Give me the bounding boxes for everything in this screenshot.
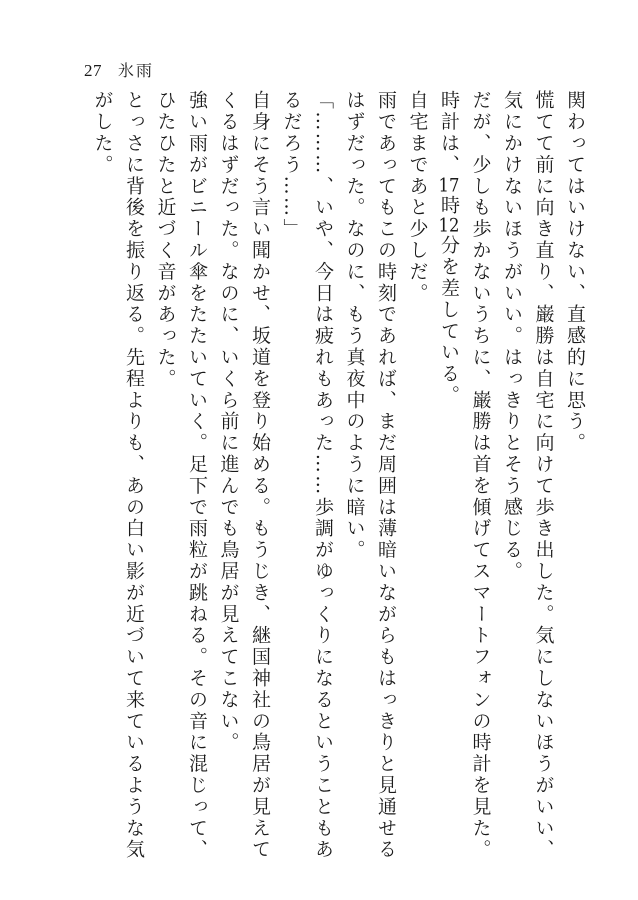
text-line-12: くるはずだった。なのに、いくら前に進んでも鳥居が見えてこない。 [217,90,240,754]
running-title: 氷雨 [118,61,155,80]
text-line-2: 慌てて前に向き直り、巌勝は自宅に向けて歩き出した。気にしないほうがいい、 [532,90,555,861]
page-header [84,58,154,81]
vertical-text-body [56,90,586,860]
text-line-16: がした。 [91,90,114,176]
text-line-5: 時計は、17時12分を差している。 [438,90,460,407]
text-line-11: 自身にそう言い聞かせ、坂道を登り始める。もうじき、継国神社の鳥居が見えて [249,90,271,861]
text-line-10: るだろう……」 [280,90,303,240]
text-line-1: 関わってはいけない、直感的に思う。 [564,90,586,454]
page-number: 27 [84,61,102,80]
text-line-3: 気にかけないほうがいい。はっきりとそう感じる。 [501,90,523,583]
text-line-15: とっさに背後を振り返る。先程よりも、あの白い影が近づいて来ているような気 [123,90,145,861]
text-line-6: 自宅まであと少しだ。 [406,90,429,304]
text-line-8: はずだった。なのに、もう真夜中のように暗い。 [343,90,366,561]
text-line-7: 雨であってもこの時刻であれば、まだ周囲は薄暗いながらもはっきりと見通せる [375,90,397,861]
text-line-9: 「………、いや、今日は疲れもあった……歩調がゆっくりになるということもあ [312,90,334,861]
text-line-4: だが、少しも歩かないうちに、巌勝は首を傾げてスマートフォンの時計を見た。 [469,90,492,861]
text-line-14: ひたひたと近づく音があった。 [154,90,177,390]
text-line-13: 強い雨がビニール傘をたたいていく。足下で雨粒が跳ねる。その音に混じって、 [186,90,208,861]
